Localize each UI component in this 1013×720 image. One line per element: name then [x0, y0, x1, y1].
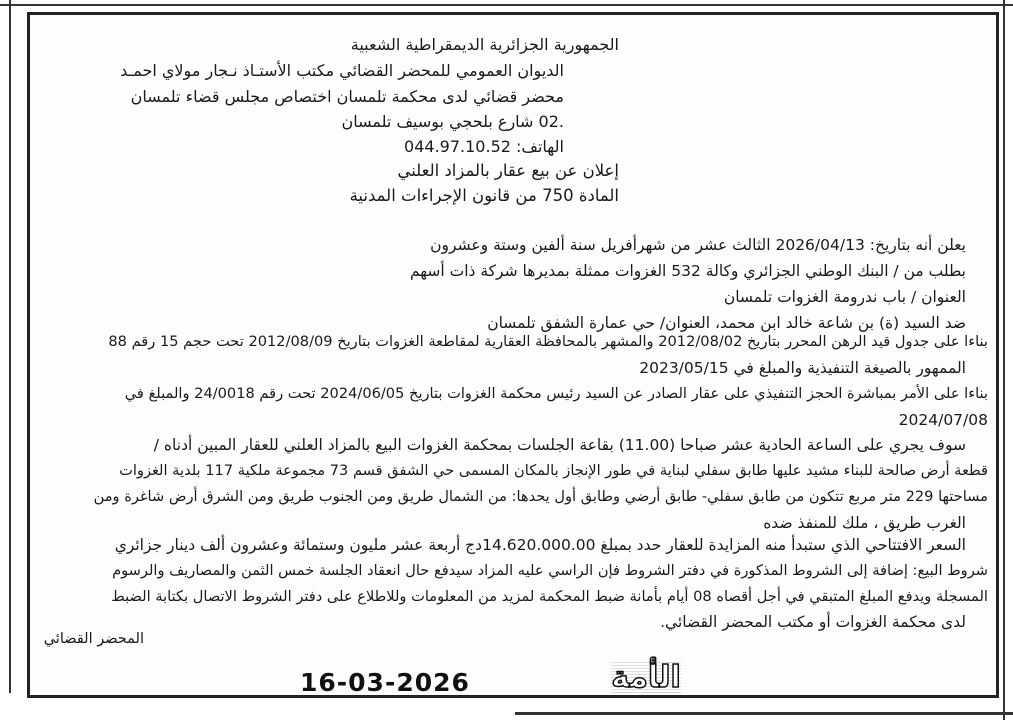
page-bottom-edge: [515, 712, 1013, 720]
phone-line: [404, 137, 564, 157]
office-name: الديوان العمومي للمحضر القضائي مكتب الأستـاذ نـجار مولاي احمـد: [120, 61, 564, 80]
page-right-edge: [1003, 0, 1013, 720]
body-line-sale-conditions-cont: المسجلة ويدفع المبلغ المتبقي في أجل أقصاه 08 أيام بأمانة ضبط المحكمة لمزيد من المعلومات وللاطلاع على دفتر الشروط الاتصال بكتابة الضبط: [111, 588, 988, 605]
notice-article: المادة 750 من قانون الإجراءات المدنية: [349, 186, 619, 205]
body-line-debtor: ضد السيد (ة) بن شاعة خالد ابن محمد، العنوان/ حي عمارة الشفق تلمسان: [487, 314, 966, 332]
body-line-sale-conditions-end: لدى محكمة الغزوات أو مكتب المحضر القضائي.: [660, 613, 966, 631]
republic-heading: الجمهورية الجزائرية الديمقراطية الشعبية: [350, 35, 619, 54]
body-line-auction-time: سوف يجري على الساعة الحادية عشر صباحا (11.00) بقاعة الجلسات بمحكمة الغزوات البيع بالمزاد العلني للعقار المبين أدناه /: [153, 436, 966, 454]
phone-label: الهاتف:: [516, 137, 564, 156]
newspaper-logo-text: الأمة: [611, 659, 681, 695]
newspaper-logo: [583, 660, 709, 694]
body-line-date: يعلن أنه بتاريخ: 2026/04/13 الثالث عشر من شهرأفريل سنة ألفين وستة وعشرون: [430, 236, 966, 254]
body-line-mortgage-cont: الممهور بالصيغة التنفيذية والمبلغ في 2023/05/15: [639, 359, 966, 377]
notice-title: إعلان عن بيع عقار بالمزاد العلني: [397, 161, 619, 180]
body-line-mortgage: بناءا على جدول قيد الرهن المحرر بتاريخ 2012/08/02 والمشهر بالمحافظة العقارية لمقاطعة الغزوات بتاريخ 2012/08/09 تحت حجم 15 رقم 88: [108, 333, 988, 350]
body-line-sale-conditions: شروط البيع: إضافة إلى الشروط المذكورة في دفتر الشروط فإن الراسي عليه المزاد سيدفع حال انعقاد الجلسة خمس الثمن والمصاريف والرسوم: [112, 562, 988, 579]
body-line-owner: الغرب طريق ، ملك للمنفذ ضده: [763, 514, 966, 532]
body-line-seizure-date: 2024/07/08: [898, 411, 988, 429]
body-line-property-bounds: مساحتها 229 متر مربع تتكون من طابق سفلي- طابق أرضي وطابق أول يحدها: من الشمال طريق ومن الجنوب طريق ومن الشرق أرض شاغرة ومن: [93, 488, 988, 505]
page-left-edge: [0, 0, 11, 693]
office-address: .02 شارع بلحجي بوسيف تلمسان: [341, 112, 564, 131]
phone-value: 044.97.10.52: [404, 137, 511, 156]
notice-frame: [27, 12, 999, 698]
body-line-opening-price: السعر الافتتاحي الذي ستبدأ منه المزايدة للعقار حدد بمبلغ 14.620.000.00دج أربعة عشر مليون وستمائة وعشرون ألف دينار جزائري: [114, 536, 966, 554]
bailiff-jurisdiction: محضر قضائي لدى محكمة تلمسان اختصاص مجلس قضاء تلمسان: [130, 87, 564, 106]
publication-date: 16-03-2026: [300, 668, 470, 697]
body-line-requester: بطلب من / البنك الوطني الجزائري وكالة 532 الغزوات ممثلة بمديرها شركة ذات أسهم: [409, 262, 966, 280]
signature-label: المحضر القضائي: [43, 631, 144, 647]
body-line-property: قطعة أرض صالحة للبناء مشيد عليها طابق سفلي لبناية في طور الإنجاز بالمكان المسمى حي الشفق قسم 73 مجموعة ملكية 117 بلدية الغزوات: [119, 462, 988, 479]
page-top-edge: [0, 0, 1013, 6]
body-line-seizure-order: بناءا على الأمر بمباشرة الحجز التنفيذي على عقار الصادر عن السيد رئيس محكمة الغزوات بتاريخ 2024/06/05 تحت رقم 24/0018 والمبلغ في: [124, 385, 988, 402]
body-line-requester-address: العنوان / باب ندرومة الغزوات تلمسان: [723, 288, 966, 306]
